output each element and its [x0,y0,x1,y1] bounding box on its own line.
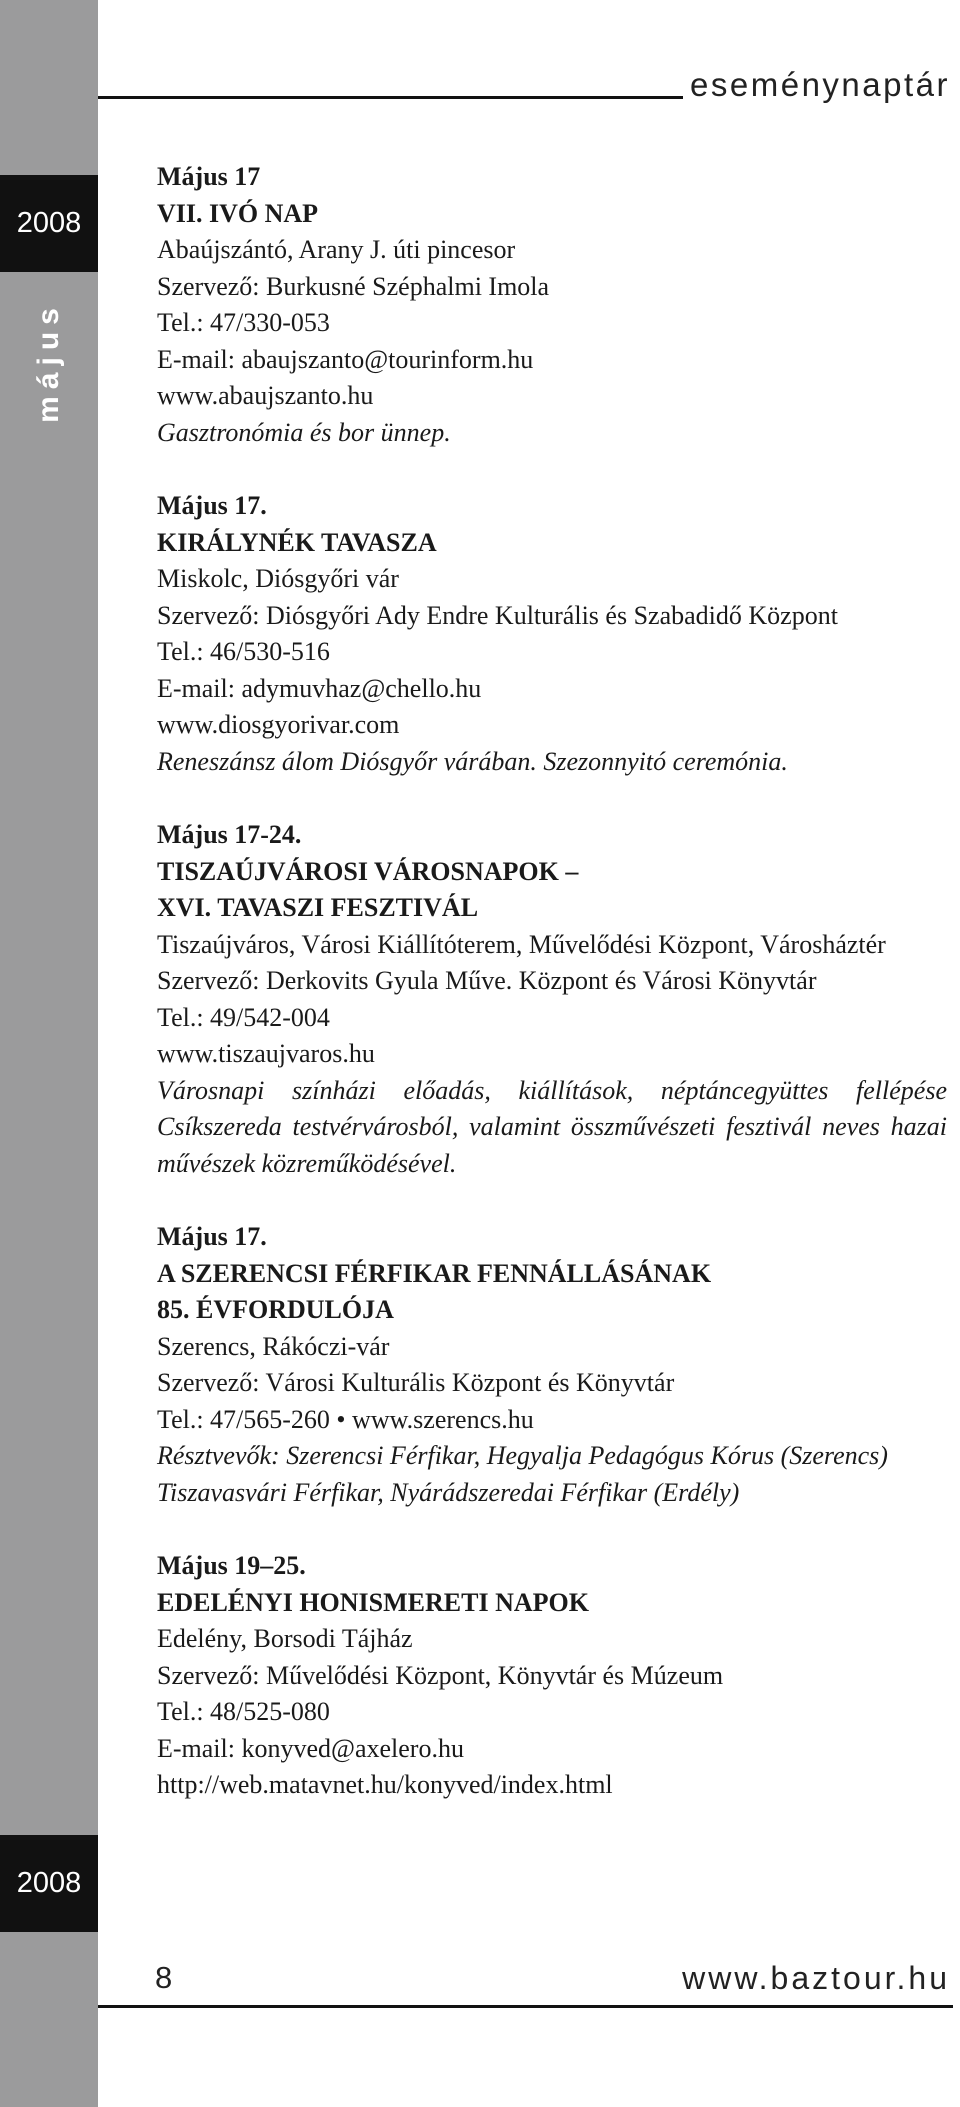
event-title: EDELÉNYI HONISMERETI NAPOK [157,1587,589,1617]
event-description: Gasztronómia és bor ünnep. [157,417,451,447]
event-website: www.tiszaujvaros.hu [157,1039,375,1068]
page-number: 8 [155,1960,173,1995]
event-title: VII. IVÓ NAP [157,198,319,228]
event-title-line-2: XVI. TAVASZI FESZTIVÁL [157,893,479,922]
event-email: E-mail: adymuvhaz@chello.hu [157,673,482,703]
event-date: Május 17-24. [157,820,302,849]
event-date: Május 17. [157,1222,267,1251]
footer-divider [98,2005,953,2008]
event-location: Tiszaújváros, Városi Kiállítóterem, Művelődési Központ, Városháztér [157,929,886,959]
event-entry [157,159,947,451]
header-divider [98,96,683,99]
sidebar [0,0,98,2107]
event-website: http://web.matavnet.hu/konyved/index.html [157,1770,613,1799]
event-email: E-mail: konyved@axelero.hu [157,1733,464,1763]
year-label-bottom: 2008 [0,1835,98,1932]
event-contact: Tel.: 47/565-260 • www.szerencs.hu [157,1404,534,1434]
event-entry [157,1548,947,1804]
section-title: eseménynaptár [690,66,950,103]
event-description: Reneszánsz álom Diósgyőr várában. Szezonnyitó ceremónia. [157,746,788,776]
year-label-top: 2008 [0,175,98,272]
event-entry [157,1219,947,1511]
event-list [157,159,947,1804]
event-phone: Tel.: 49/542-004 [157,1002,330,1032]
event-website: www.abaujszanto.hu [157,381,374,410]
event-organizer: Szervező: Művelődési Központ, Könyvtár és Múzeum [157,1660,724,1690]
event-description: Városnapi színházi előadás, kiállítások, néptáncegyüttes fellépése Csíkszereda testvérvárosból, valamint összművészeti fesztivál neves hazai művészek közreműködésével. [157,1075,947,1178]
event-title: TISZAÚJVÁROSI VÁROSNAPOK – [157,856,579,886]
event-organizer: Szervező: Diósgyőri Ady Endre Kulturális és Szabadidő Központ [157,600,838,630]
event-organizer: Szervező: Burkusné Széphalmi Imola [157,271,550,301]
footer-website: www.baztour.hu [682,1960,950,1996]
event-organizer: Szervező: Derkovits Gyula Műve. Központ és Városi Könyvtár [157,966,817,995]
month-label-text: május [32,301,65,423]
event-location: Abaújszántó, Arany J. úti pincesor [157,235,516,264]
event-entry [157,488,947,780]
event-entry [157,817,947,1182]
event-location: Miskolc, Diósgyőri vár [157,564,399,593]
event-date: Május 17. [157,491,267,520]
event-date: Május 19–25. [157,1551,306,1580]
event-email: E-mail: abaujszanto@tourinform.hu [157,344,534,374]
event-location: Szerencs, Rákóczi-vár [157,1331,390,1361]
event-phone: Tel.: 48/525-080 [157,1697,330,1726]
event-organizer: Szervező: Városi Kulturális Központ és Könyvtár [157,1368,675,1397]
month-label [9,282,89,442]
event-description-line-2: Tiszavasvári Férfikar, Nyárádszeredai Férfikar (Erdély) [157,1477,740,1507]
event-description: Résztvevők: Szerencsi Férfikar, Hegyalja Pedagógus Kórus (Szerencs) [157,1441,888,1470]
event-location: Edelény, Borsodi Tájház [157,1624,413,1653]
event-title-line-2: 85. ÉVFORDULÓJA [157,1295,394,1324]
event-phone: Tel.: 47/330-053 [157,308,330,337]
event-date: Május 17 [157,162,261,191]
event-title: KIRÁLYNÉK TAVASZA [157,527,437,557]
event-title: A SZERENCSI FÉRFIKAR FENNÁLLÁSÁNAK [157,1258,712,1288]
event-phone: Tel.: 46/530-516 [157,637,330,666]
event-website: www.diosgyorivar.com [157,710,400,739]
